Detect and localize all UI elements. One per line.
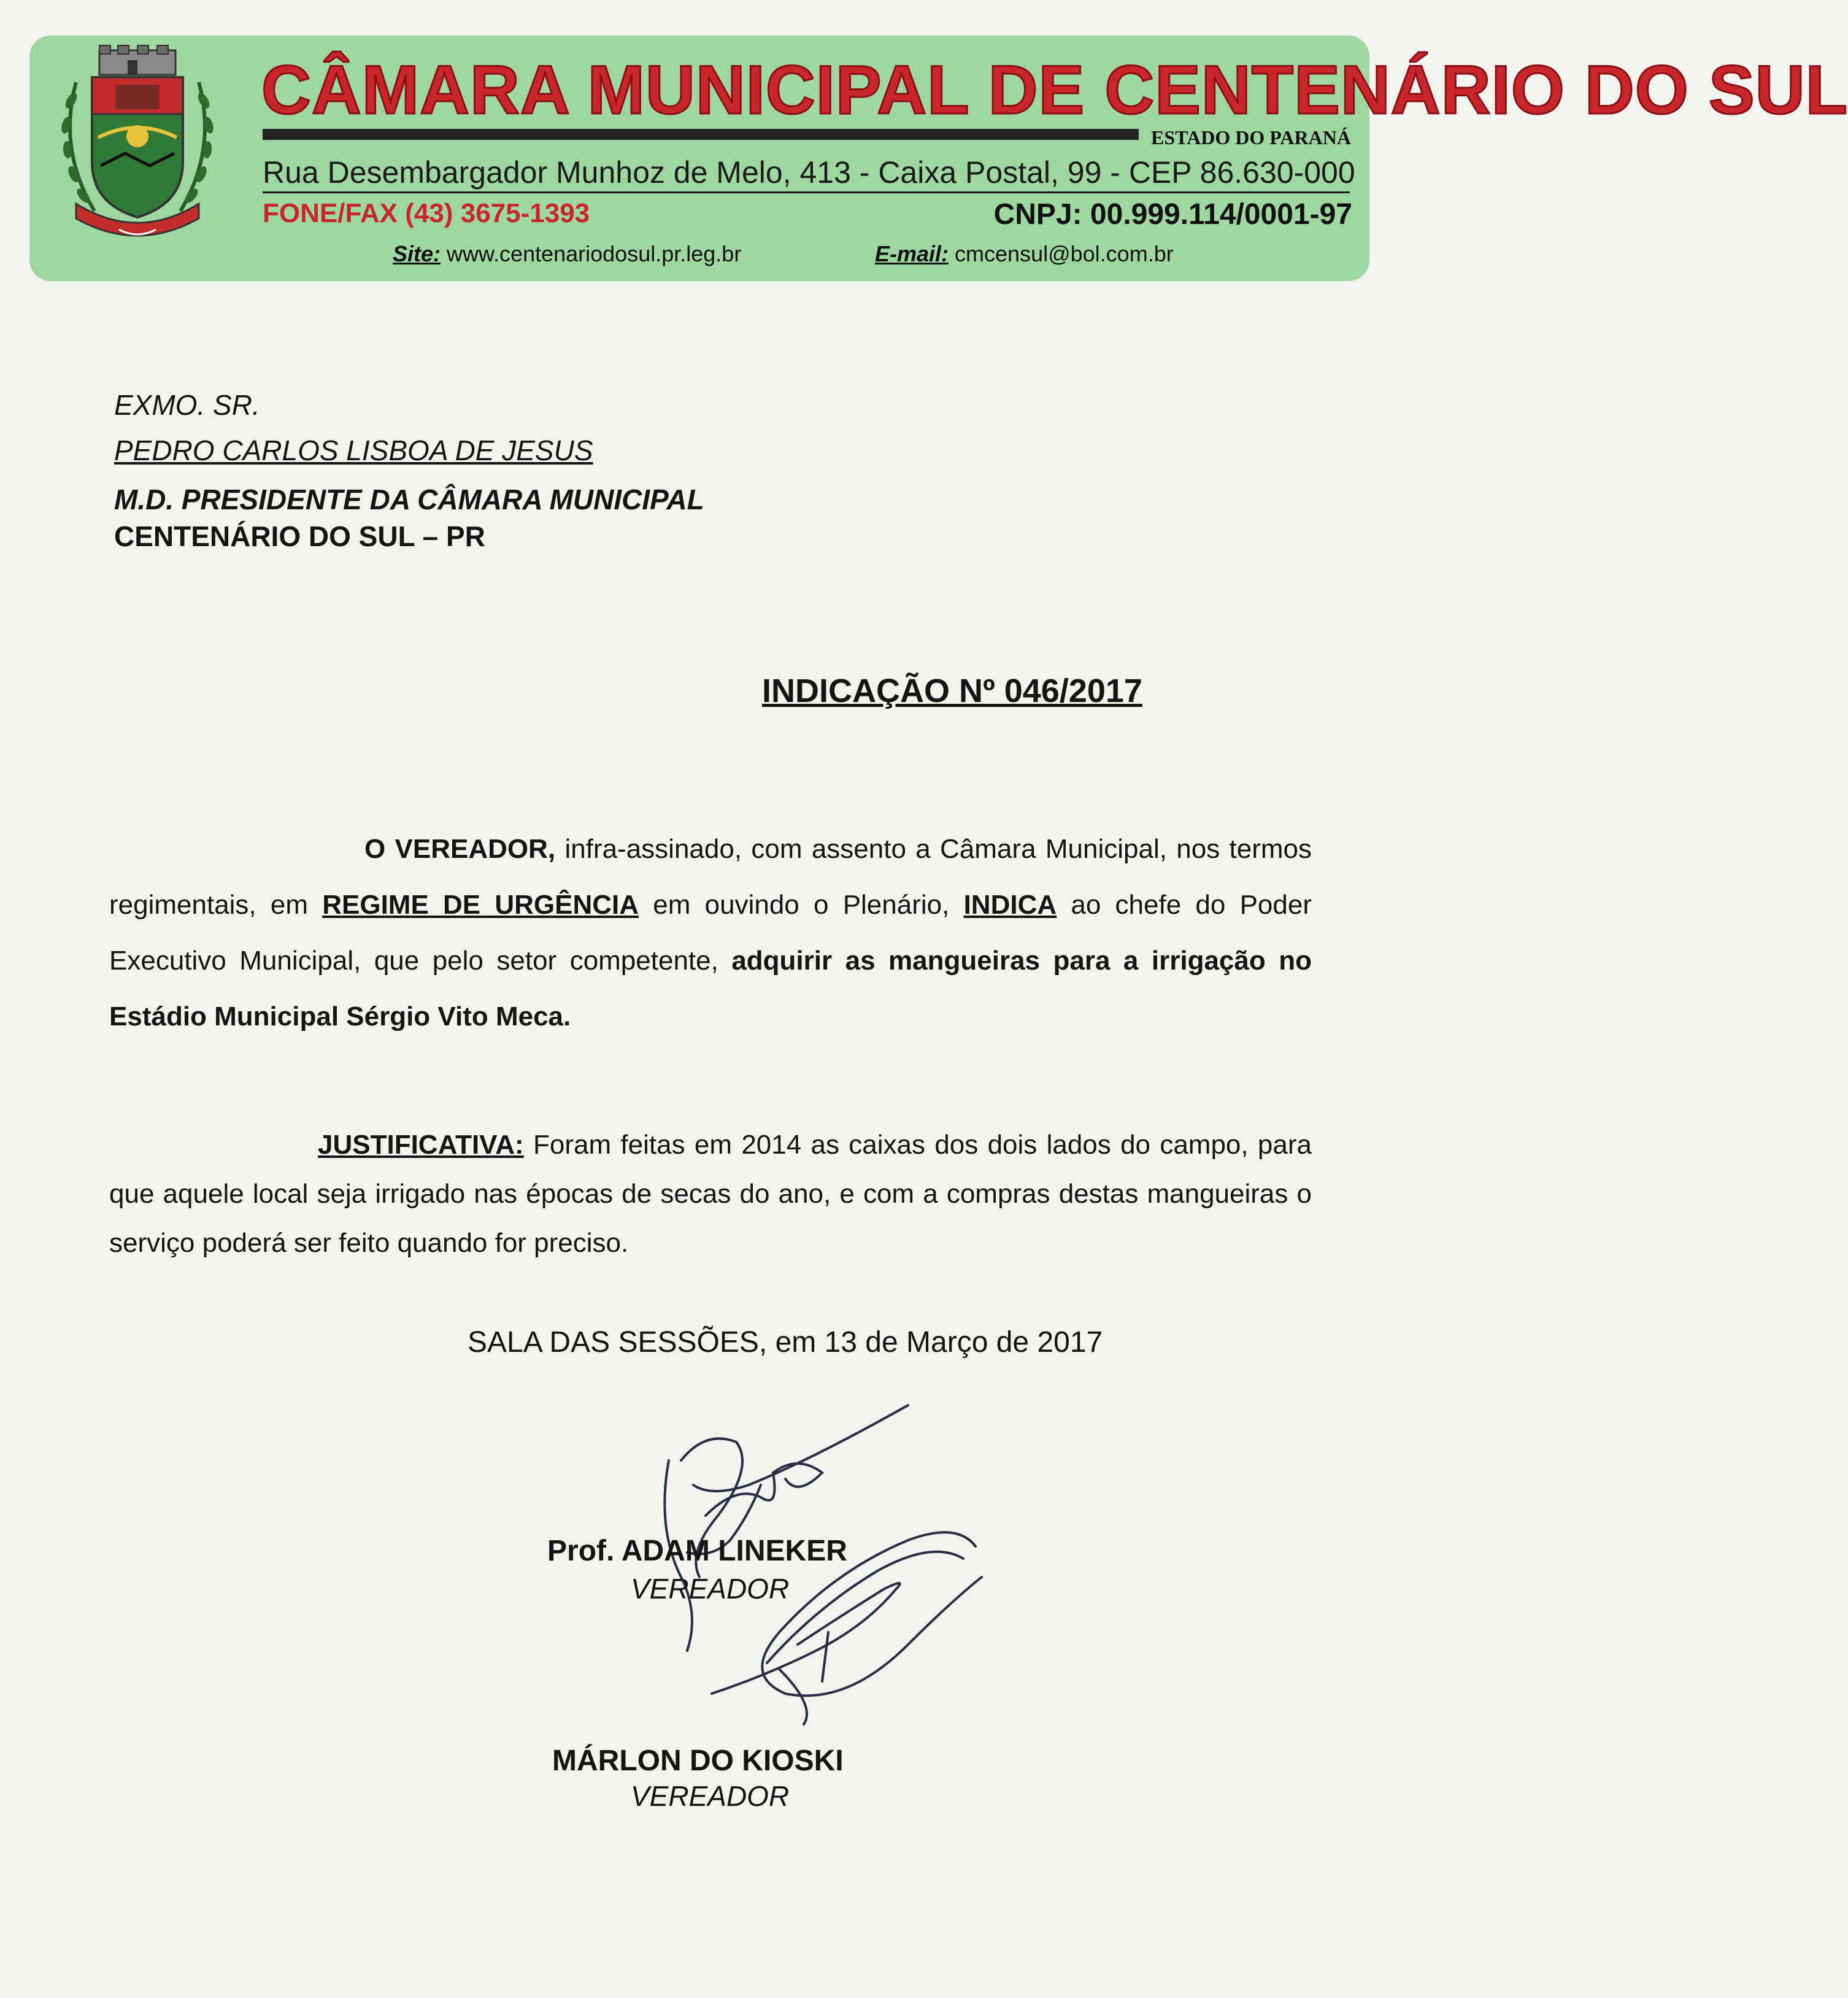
letterhead-title: CÂMARA MUNICIPAL DE CENTENÁRIO DO SUL (261, 52, 1848, 128)
email-label: E-mail: (875, 241, 949, 266)
urgency-label: REGIME DE URGÊNCIA (322, 890, 639, 920)
addressee-city: CENTENÁRIO DO SUL – PR (114, 520, 485, 552)
letterhead-email (875, 241, 1174, 268)
p1-text-a: infra-assinado, com assento a Câmara Municipal, nos termos regimentais, em (109, 834, 1312, 920)
vereador-lead: O VEREADOR, (364, 834, 556, 864)
p1-text-b: em ouvindo o Plenário, (639, 890, 964, 920)
addressee-salutation: EXMO. SR. (114, 389, 260, 421)
site-url[interactable]: www.centenariodosul.pr.leg.br (447, 241, 742, 266)
signature-2-scribble (675, 1522, 994, 1730)
municipal-crest-icon (52, 45, 223, 248)
body-paragraph-justification (109, 1120, 1312, 1268)
signature-2-role: VEREADOR (631, 1780, 790, 1812)
letterhead-site (393, 241, 741, 268)
letterhead-address: Rua Desembargador Munhoz de Melo, 413 - Caixa Postal, 99 - CEP 86.630-000 (263, 155, 1350, 193)
justification-text: Foram feitas em 2014 as caixas dos dois lados do campo, para que aquele local seja irrigado nas épocas de secas do ano, e com a compras destas mangueiras o serviço poderá ser feito quando for preciso. (109, 1130, 1312, 1258)
signature-1-name: Prof. ADAM LINEKER (547, 1535, 847, 1567)
signature-2-name: MÁRLON DO KIOSKI (552, 1745, 844, 1777)
p1-text-c: ao chefe do Poder Executivo Municipal, que pelo setor competente, (109, 890, 1312, 976)
justification-label: JUSTIFICATIVA: (318, 1130, 524, 1160)
email-address[interactable]: cmcensul@bol.com.br (955, 241, 1174, 266)
letterhead-phone: FONE/FAX (43) 3675-1393 (263, 198, 590, 228)
letterhead-state: ESTADO DO PARANÁ (1151, 126, 1351, 148)
letterhead-cnpj: CNPJ: 00.999.114/0001-97 (993, 198, 1352, 231)
indica-label: INDICA (963, 890, 1057, 920)
body-paragraph-indication (109, 821, 1312, 1044)
site-label: Site: (393, 241, 441, 266)
addressee-name: PEDRO CARLOS LISBOA DE JESUS (114, 434, 593, 466)
document-title: INDICAÇÃO Nº 046/2017 (762, 673, 1142, 709)
addressee-role: M.D. PRESIDENTE DA CÂMARA MUNICIPAL (114, 484, 704, 515)
session-place-date: SALA DAS SESSÕES, em 13 de Março de 2017 (468, 1326, 1103, 1359)
letterhead-rule (263, 129, 1139, 140)
request-text: adquirir as mangueiras para a irrigação no Estádio Municipal Sérgio Vito Meca. (109, 946, 1312, 1032)
signature-1-role: VEREADOR (631, 1573, 790, 1605)
